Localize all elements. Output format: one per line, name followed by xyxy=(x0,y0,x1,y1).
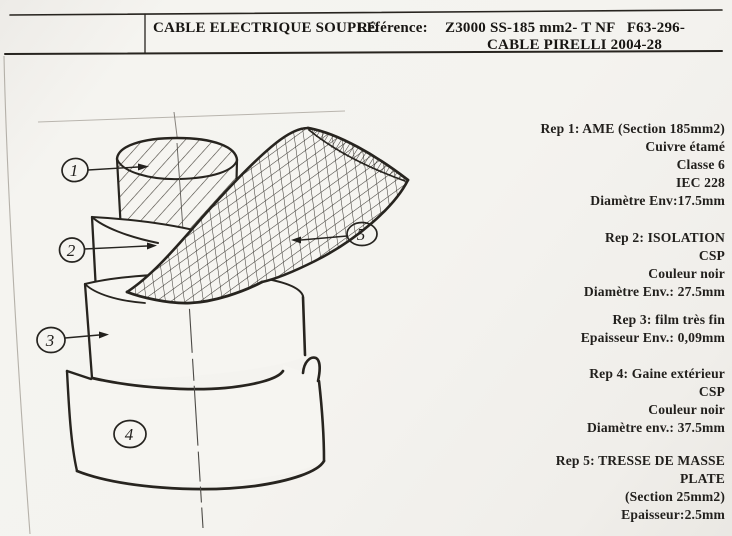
spec-line: Diamètre Env:17.5mm xyxy=(590,193,725,208)
callout-3-number: 3 xyxy=(45,331,55,350)
spec-line: Classe 6 xyxy=(676,157,725,172)
spec-block-rep-4 xyxy=(430,365,725,437)
spec-block-rep-1 xyxy=(430,120,725,210)
spec-block-rep-3 xyxy=(430,311,725,347)
spec-block-rep-5 xyxy=(430,452,725,524)
reference-value-line1: Z3000 SS-185 mm2- T NF F63-296- xyxy=(445,20,686,36)
spec-line: CSP xyxy=(698,248,725,263)
spec-line: Diamètre env.: 37.5mm xyxy=(586,420,725,435)
reference-label: Référence: xyxy=(357,20,428,36)
spec-line: Rep 3: film très fin xyxy=(612,312,725,327)
spec-block-rep-2 xyxy=(430,229,725,301)
spec-line: Epaisseur Env.: 0,09mm xyxy=(580,330,725,345)
spec-line: Couleur noir xyxy=(648,402,725,417)
spec-line: (Section 25mm2) xyxy=(624,489,725,504)
spec-column xyxy=(430,0,725,536)
spec-line: Epaisseur:2.5mm xyxy=(621,507,725,522)
spec-line: Rep 2: ISOLATION xyxy=(605,230,725,245)
spec-line: Rep 5: TRESSE DE MASSE xyxy=(555,453,725,468)
spec-line: Diamètre Env.: 27.5mm xyxy=(583,284,725,299)
callout-1-number: 1 xyxy=(69,161,79,180)
spec-line: Rep 1: AME (Section 185mm2) xyxy=(540,121,725,136)
spec-line: IEC 228 xyxy=(675,175,725,190)
spec-line: PLATE xyxy=(679,471,725,486)
spec-line: Couleur noir xyxy=(648,266,725,281)
spec-line: CSP xyxy=(698,384,725,399)
callout-4-number: 4 xyxy=(124,425,134,444)
callout-2-number: 2 xyxy=(66,241,76,260)
spec-line: Cuivre étamé xyxy=(645,139,725,154)
callout-5-number: 5 xyxy=(356,225,366,244)
document-title: CABLE ELECTRIQUE SOUPLE xyxy=(153,20,377,36)
spec-line: Rep 4: Gaine extérieur xyxy=(589,366,725,381)
reference-value-line2: CABLE PIRELLI 2004-28 xyxy=(487,37,663,53)
